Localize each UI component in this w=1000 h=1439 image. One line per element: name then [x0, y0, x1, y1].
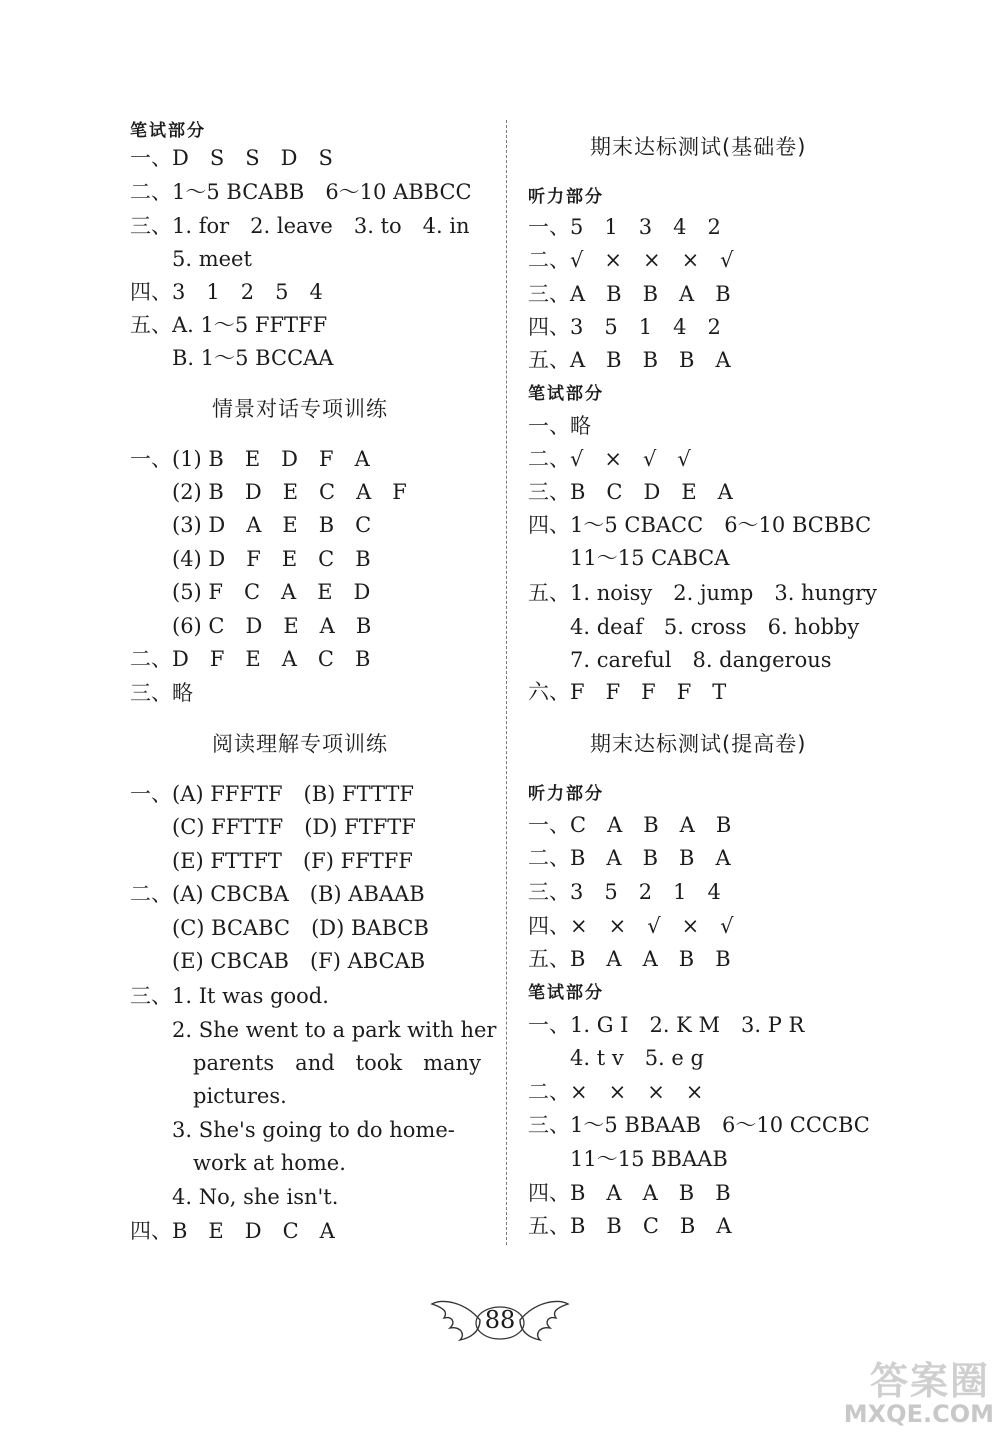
- answer-line: 4. deaf 5. cross 6. hobby: [528, 615, 860, 639]
- answer-line: 2. She went to a park with her: [130, 1018, 497, 1042]
- answer-line: 4. No, she isn't.: [130, 1185, 339, 1209]
- answer-line: 四、B E D C A: [130, 1219, 335, 1243]
- answer-line: 三、略: [130, 681, 193, 705]
- answer-line: 五、A. 1～5 FFTFF: [130, 313, 328, 337]
- answer-line: (4) D F E C B: [130, 547, 371, 571]
- answer-line: 五、1. noisy 2. jump 3. hungry: [528, 581, 877, 605]
- section-subheading: 听力部分: [528, 187, 604, 207]
- answer-line: (6) C D E A B: [130, 614, 372, 638]
- answer-line: 5. meet: [130, 247, 252, 271]
- answer-line: parents and took many: [130, 1051, 481, 1075]
- watermark-logo: 答案圈: [869, 1359, 990, 1403]
- answer-line: 五、B A A B B: [528, 947, 731, 971]
- answer-line: 二、√ × × × √: [528, 248, 734, 272]
- answer-line: 4. t v 5. e g: [528, 1046, 704, 1070]
- answer-line: 一、1. G I 2. K M 3. P R: [528, 1013, 805, 1037]
- section-title: 期末达标测试(提高卷): [590, 732, 807, 756]
- answer-line: 四、B A A B B: [528, 1181, 731, 1205]
- answer-line: 二、(A) CBCBA (B) ABAAB: [130, 882, 425, 906]
- answer-line: 二、D F E A C B: [130, 647, 371, 671]
- answer-line: 四、3 5 1 4 2: [528, 315, 721, 339]
- answer-line: 一、5 1 3 4 2: [528, 215, 721, 239]
- section-subheading: 笔试部分: [528, 384, 604, 404]
- answer-line: pictures.: [130, 1084, 287, 1108]
- section-subheading: 笔试部分: [130, 121, 206, 141]
- answer-line: 五、B B C B A: [528, 1214, 732, 1238]
- answer-line: (C) BCABC (D) BABCB: [130, 916, 429, 940]
- answer-line: 一、(A) FFFTF (B) FTTTF: [130, 782, 414, 806]
- answer-line: 四、3 1 2 5 4: [130, 280, 323, 304]
- section-title: 期末达标测试(基础卷): [590, 135, 807, 159]
- answer-line: 四、× × √ × √: [528, 914, 734, 938]
- answer-line: 五、A B B B A: [528, 348, 731, 372]
- answer-line: 11～15 BBAAB: [528, 1147, 728, 1171]
- watermark: [840, 1350, 1000, 1439]
- answer-line: (C) FFTTF (D) FTFTF: [130, 815, 416, 839]
- answer-line: 7. careful 8. dangerous: [528, 648, 832, 672]
- answer-line: 二、B A B B A: [528, 846, 731, 870]
- section-subheading: 听力部分: [528, 784, 604, 804]
- answer-line: 一、D S S D S: [130, 146, 333, 170]
- answer-line: 六、F F F F T: [528, 680, 727, 704]
- answer-line: 二、1～5 BCABB 6～10 ABBCC: [130, 180, 472, 204]
- answer-line: 一、略: [528, 414, 591, 438]
- page-number-badge: [430, 1290, 570, 1350]
- answer-line: 四、1～5 CBACC 6～10 BCBBC: [528, 513, 872, 537]
- answer-line: 3. She's going to do home-: [130, 1118, 455, 1142]
- answer-line: B. 1～5 BCCAA: [130, 346, 334, 370]
- section-title: 情景对话专项训练: [212, 397, 388, 421]
- answer-line: (E) FTTFT (F) FFTFF: [130, 849, 413, 873]
- answer-line: work at home.: [130, 1151, 346, 1175]
- answer-line: 三、1. It was good.: [130, 984, 329, 1008]
- page-number: 88: [484, 1306, 516, 1334]
- answer-line: 三、B C D E A: [528, 480, 733, 504]
- answer-line: 二、× × × ×: [528, 1080, 704, 1104]
- answer-line: 一、(1) B E D F A: [130, 447, 370, 471]
- answer-line: (3) D A E B C: [130, 513, 372, 537]
- answer-line: (E) CBCAB (F) ABCAB: [130, 949, 426, 973]
- answer-line: 三、1～5 BBAAB 6～10 CCCBC: [528, 1113, 870, 1137]
- answer-line: 11～15 CABCA: [528, 546, 730, 570]
- watermark-url: MXQE.COM: [843, 1400, 994, 1428]
- column-divider: [506, 120, 507, 1245]
- answer-line: (5) F C A E D: [130, 580, 371, 604]
- section-subheading: 笔试部分: [528, 983, 604, 1003]
- section-title: 阅读理解专项训练: [212, 732, 388, 756]
- answer-line: 三、3 5 2 1 4: [528, 880, 721, 904]
- answer-line: (2) B D E C A F: [130, 480, 407, 504]
- answer-line: 二、√ × √ √: [528, 447, 691, 471]
- answer-line: 三、1. for 2. leave 3. to 4. in: [130, 214, 470, 238]
- answer-line: 一、C A B A B: [528, 813, 732, 837]
- answer-line: 三、A B B A B: [528, 282, 731, 306]
